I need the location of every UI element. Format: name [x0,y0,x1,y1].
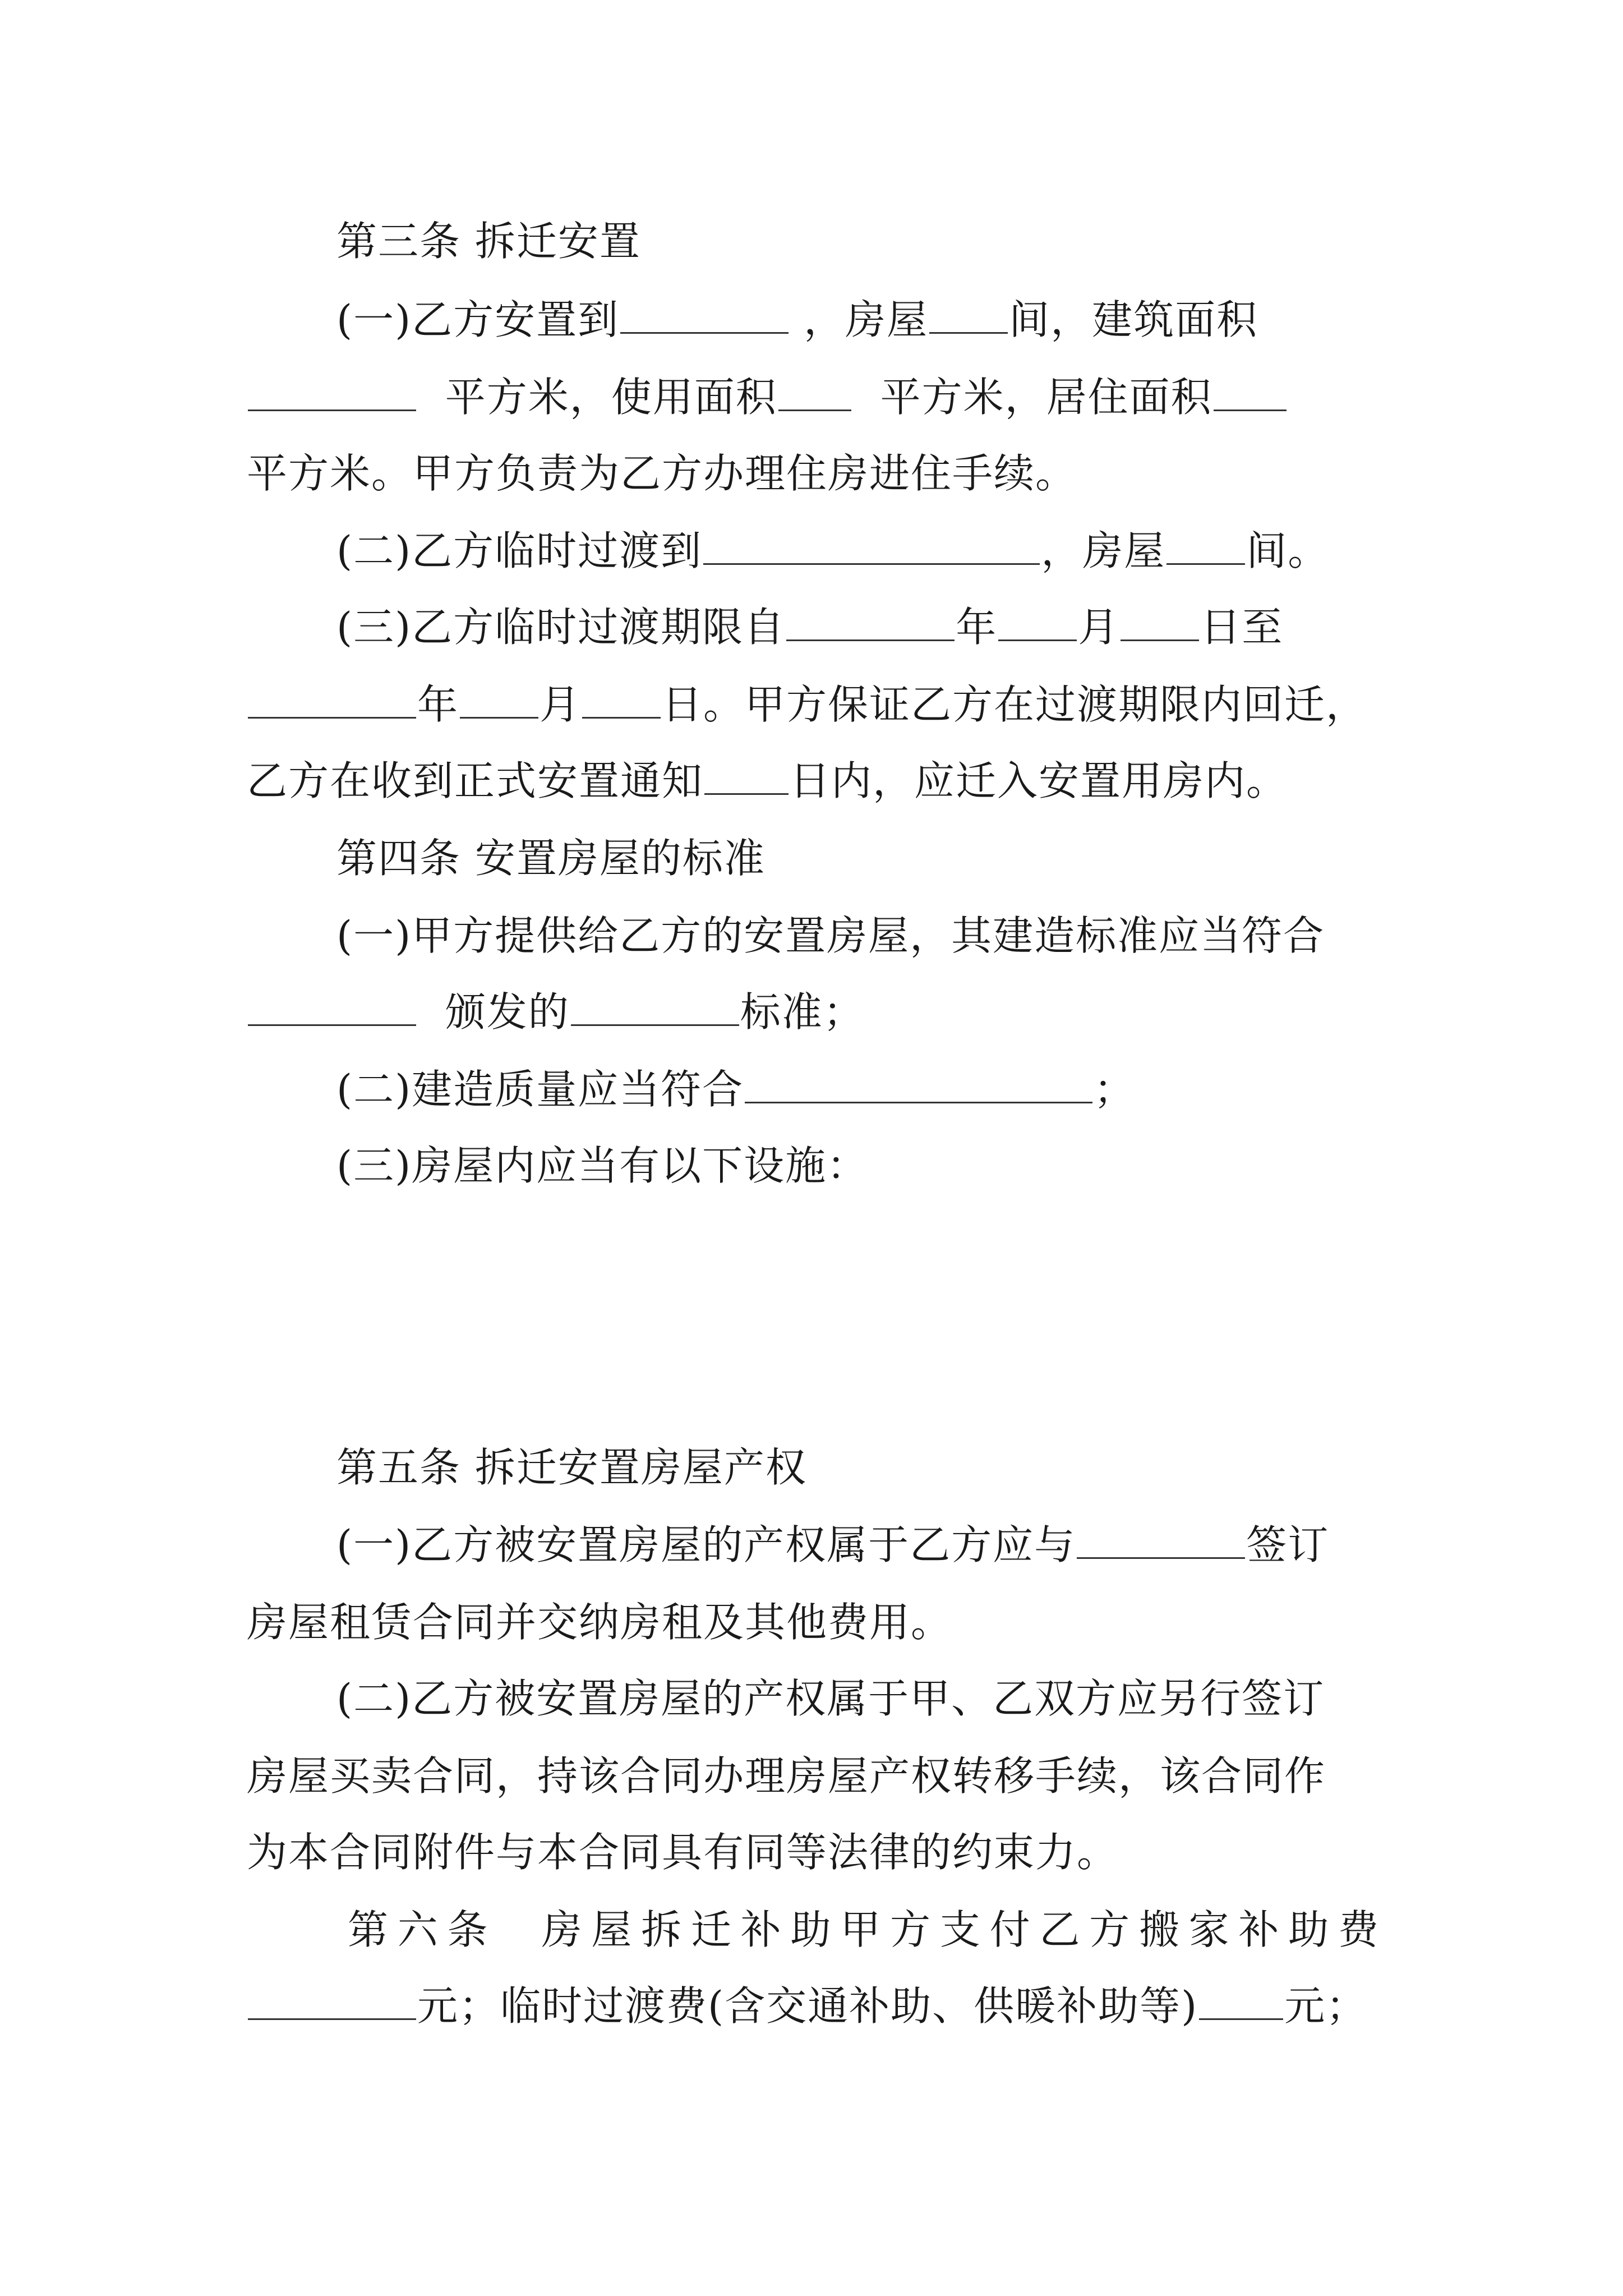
article-5-para-2-line-2: 房屋买卖合同，持该合同办理房屋产权转移手续，该合同作 [247,1752,1326,1800]
blank-field [571,990,739,1026]
blank-field [929,297,1008,334]
article-6-line-1: 第六条 房屋拆迁补助甲方支付乙方搬家补助费 [348,1906,1380,1953]
article-6-line-2: 元；临时过渡费(含交通补助、供暖补助等) 元； [247,1978,1380,2034]
blank-field [1077,1522,1245,1559]
article-3-para-1-line-3: 平方米。甲方负责为乙方办理住房进住手续。 [247,450,1077,497]
blank-field [745,1067,1092,1103]
article-5-para-2-line-1: (二)乙方被安置房屋的产权属于甲、乙双方应另行签订 [336,1675,1325,1722]
blank-field [248,682,416,719]
article-5-para-1-line-1: (一)乙方被安置房屋的产权属于乙方应与 签订 [336,1521,1330,1568]
article-5-para-2-line-3: 为本合同附件与本合同具有同等法律的约束力。 [247,1829,1119,1876]
article-3-para-1-line-1: (一)乙方安置到 ，房屋 间，建筑面积 [336,296,1258,343]
blank-field [703,528,1040,565]
blank-field [1199,1984,1283,2020]
blank-field [248,1984,416,2020]
blank-field [620,297,789,334]
blank-field [1214,375,1287,411]
article-3-para-3-line-2: 年 月 日。甲方保证乙方在过渡期限内回迁， [247,677,1380,733]
article-5-title: 第五条 拆迁安置房屋产权 [336,1444,807,1491]
blank-field [582,682,661,719]
article-4-para-1-line-2: 颁发的 标准； [247,984,1380,1040]
article-3-para-2: (二)乙方临时过渡到 ，房屋 间。 [336,527,1330,574]
blank-field [248,990,416,1026]
blank-field [1121,605,1199,641]
blank-field [998,605,1077,641]
article-4-para-2: (二)建造质量应当符合 ； [336,1066,1136,1113]
blank-field [778,375,851,411]
blank-field [704,758,789,795]
blank-field [248,375,416,411]
blank-field [1166,528,1245,565]
article-4-title: 第四条 安置房屋的标准 [336,835,766,882]
article-4-para-1-line-1: (一)甲方提供给乙方的安置房屋，其建造标准应当符合 [336,912,1325,959]
article-3-para-3-line-1: (三)乙方临时过渡期限自 年 月 日至 [336,604,1284,651]
article-4-para-3: (三)房屋内应当有以下设施： [336,1142,869,1189]
article-5-para-1-line-2: 房屋租赁合同并交纳房租及其他费用。 [247,1599,953,1646]
article-3-para-1-line-2: 平方米，使用面积 平方米，居住面积 [247,369,1380,425]
article-3-title: 第三条 拆迁安置 [336,218,641,265]
blank-field [786,605,955,641]
article-3-para-3-line-3: 乙方在收到正式安置通知 日内，应迁入安置用房内。 [247,757,1288,804]
blank-field [460,682,538,719]
